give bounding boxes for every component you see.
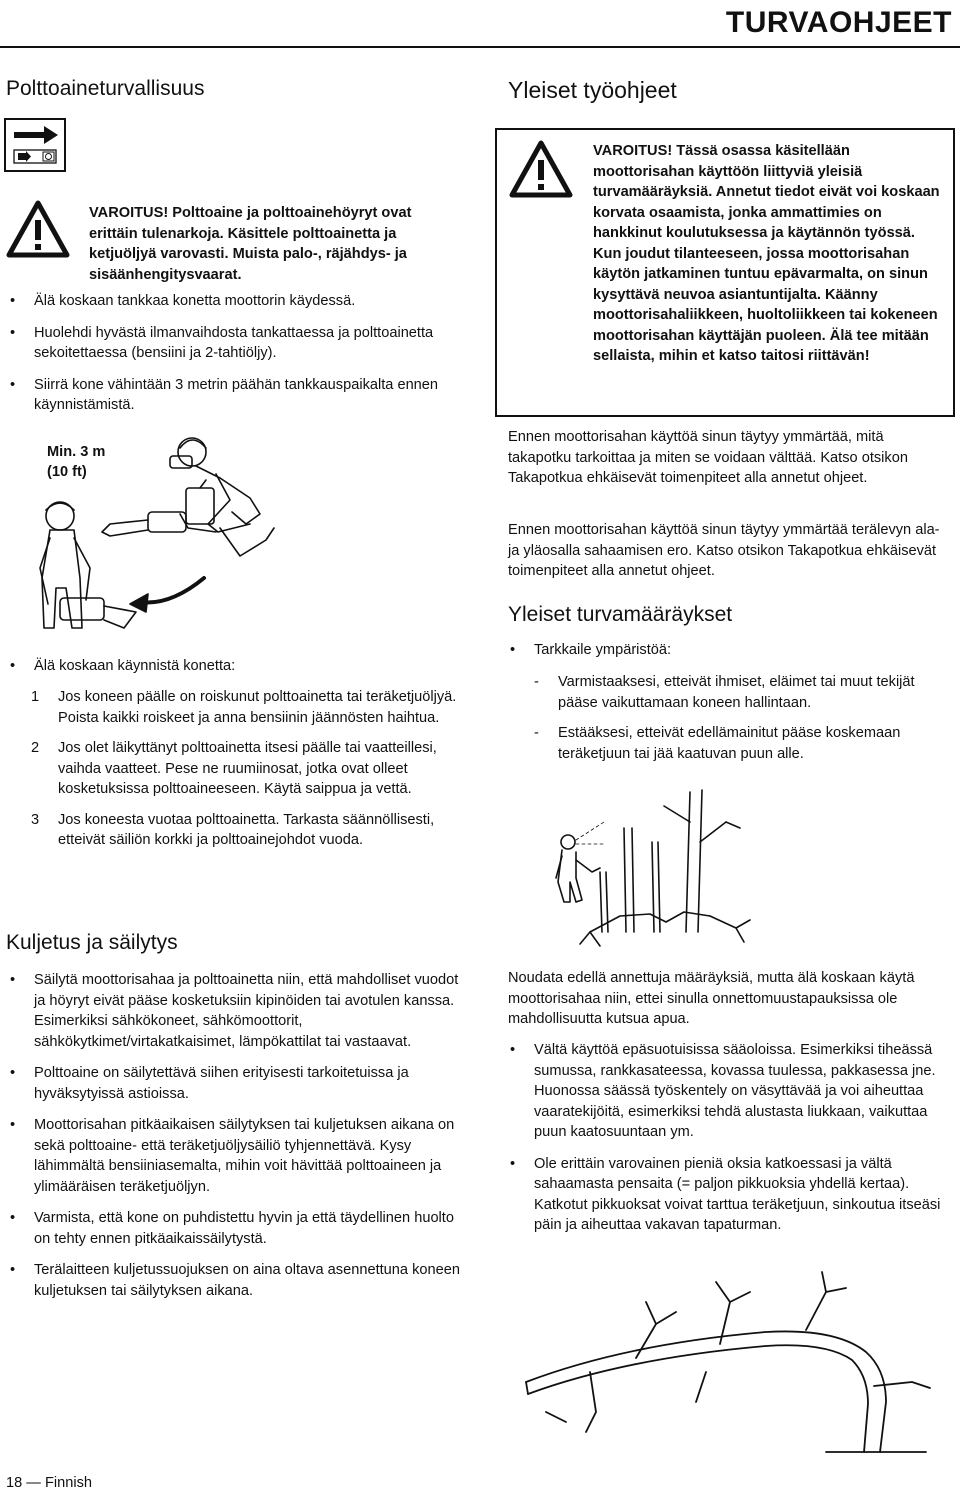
general-paragraph-2: Ennen moottorisahan käyttöä sinun täytyy ymmärtää terälevyn ala- ja yläosalla sahaamisen ero. Katso otsikon Takapotkua ehkäisevät toimenpiteet alla annetut ohjeet.	[508, 522, 940, 579]
fuel-safety-heading: Polttoaineturvallisuus	[6, 77, 205, 100]
warning-triangle-icon	[6, 200, 70, 260]
forest-operator-illustration	[540, 782, 760, 952]
page-footer	[6, 1475, 92, 1491]
rules-paragraph: Noudata edellä annettuja määräyksiä, mutta älä koskaan käytä moottorisahaa niin, ettei sinulla onnettomuustapauksissa ole mahdollisuutta kutsua apua.	[508, 970, 915, 1027]
warning-triangle-icon	[509, 140, 573, 200]
transport-heading: Kuljetus ja säilytys	[6, 931, 178, 954]
page-number: 18	[6, 1475, 23, 1491]
general-warning-text: VAROITUS! Tässä osassa käsitellään moottorisahan käyttöön liittyviä yleisiä turvamääräyksiä. Annetut tiedot eivät voi koskaan korvata osaamista, jonka ammattimies on hankkinut koulutuksessa ja käytännön työssä. Kun joudut tilanteeseen, jossa moottorisahan käytön jatkaminen tuntuu epävarmalta, on sinun kysyttävä neuvoa asiantuntijalta. Käänny moottorisahaliikkeen, huoltoliikkeen tai kokeneen moottorisahan käyttäjän puoleen. Älä tee mitään sellaista, mihin et katso taitosi riittävän!	[593, 143, 940, 364]
rules-bullets	[506, 1040, 952, 1247]
numbered-item: 3 Jos koneesta vuotaa polttoainetta. Tarkasta säännöllisesti, etteivät säiliön korkki ja polttoainejohdot vuoda.	[31, 811, 435, 848]
list-item: • Älä koskaan käynnistä konetta:	[6, 656, 466, 677]
title-rule	[0, 46, 960, 48]
start-bullet	[6, 656, 466, 688]
list-item: • Polttoaine on säilytettävä siihen erityisesti tarkoitetuissa ja hyväksytyissä astioissa.	[6, 1063, 466, 1104]
rules-bullet	[506, 640, 946, 672]
fuel-bullets	[6, 291, 466, 427]
list-item: • Siirrä kone vähintään 3 metrin päähän tankkauspaikalta ennen käynnistämistä.	[6, 375, 466, 416]
general-warning-box	[495, 128, 955, 417]
rules-heading: Yleiset turvamääräykset	[508, 603, 733, 626]
numbered-item: 1 Jos koneen päälle on roiskunut polttoainetta tai teräketjuöljyä. Poista kaikki roiskeet ja anna bensiinin jäännösten haihtua.	[31, 689, 457, 726]
list-item: • Ole erittäin varovainen pieniä oksia katkoessasi ja vältä sahaamasta pensaita (= paljon pikkuoksia yhdellä kertaa). Katkotut pikkuoksat voivat tarttua teräketjuun, sinkoutua itseäsi päin ja aiheuttaa vakavan tapaturman.	[506, 1154, 952, 1236]
general-paragraph-1: Ennen moottorisahan käyttöä sinun täytyy ymmärtää, mitä takapotku tarkoittaa ja miten se voidaan välttää. Katso otsikon Takapotkua ehkäisevät toimenpiteet alla annetut ohjeet.	[508, 429, 908, 486]
rules-dash-list	[532, 672, 952, 774]
list-item: • Vältä käyttöä epäsuotuisissa sääoloissa. Esimerkiksi tiheässä sumussa, rankkasateessa, kovassa tuulessa, pakkasessa jne. Huonossa säässä työskentely on väsyttävää ja voi aiheuttaa vaaratekijöitä, esimerkiksi tehdä alustasta liukkaan, vaikuttaa puun kaatosuuntaan ym.	[506, 1040, 952, 1143]
bent-sapling-illustration	[506, 1262, 946, 1472]
distance-label-line-1: Min. 3 m	[47, 444, 106, 460]
list-item: • Älä koskaan tankkaa konetta moottorin käydessä.	[6, 291, 466, 312]
numbered-item: 2 Jos olet läikyttänyt polttoainetta itsesi päälle tai vaatteillesi, vaihda vaatteet. Pese ne ruumiinosat, jotka ovat olleet kosketuksissa polttoaineeseen. Käytä saippua ja vettä.	[31, 740, 437, 797]
footer-language: Finnish	[44, 1475, 92, 1491]
general-heading: Yleiset työohjeet	[508, 77, 677, 103]
refuelling-distance-illustration	[20, 428, 300, 648]
list-item: • Säilytä moottorisahaa ja polttoainetta niin, että mahdolliset vuodot ja höyryt eivät pääse kosketuksiin kipinöiden tai avotulen kanssa. Esimerkiksi sähkökoneet, sähkömoottorit, sähkökytkimet/virtakatkaisimet, lämpökattilat tai vastaavat.	[6, 970, 466, 1052]
fuel-symbol-icon	[4, 118, 66, 172]
fuel-warning-text: VAROITUS! Polttoaine ja polttoainehöyryt ovat erittäin tulenarkoja. Käsittele polttoainetta ja ketjuöljyä varovasti. Muista palo-, räjähdys- ja sisäänhengitysvaarat.	[89, 205, 412, 283]
list-item: - Estääksesi, etteivät edellämainitut pääse koskemaan teräketjuun tai jää kaatuvan puun alle.	[532, 723, 952, 764]
distance-label-line-2: (10 ft)	[47, 464, 87, 480]
page-title: TURVAOHJEET	[725, 6, 952, 39]
transport-bullets	[6, 970, 466, 1312]
list-item: - Varmistaaksesi, etteivät ihmiset, eläimet tai muut tekijät pääse vaikuttamaan koneen hallintaan.	[532, 672, 952, 713]
list-item: • Terälaitteen kuljetussuojuksen on aina oltava asennettuna koneen kuljetuksen tai säilytyksen aikana.	[6, 1260, 466, 1301]
start-numbered-list	[31, 687, 461, 861]
list-item: • Huolehdi hyvästä ilmanvaihdosta tankattaessa ja polttoainetta sekoitettaessa (bensiini ja 2-tahtiöljy).	[6, 323, 466, 364]
footer-dash: —	[26, 1475, 41, 1491]
list-item: • Varmista, että kone on puhdistettu hyvin ja että täydellinen huolto on tehty ennen pitkäaikaissäilytystä.	[6, 1208, 466, 1249]
list-item: • Tarkkaile ympäristöä:	[506, 640, 946, 661]
list-item: • Moottorisahan pitkäaikaisen säilytyksen tai kuljetuksen aikana on sekä polttoaine- että teräketjuöljysäiliö tyhjennettävä. Kysy lähimmältä bensiiniasemalta, mihin voit hävittää polttoaineen ja ylimääräisen teräketjuöljyn.	[6, 1115, 466, 1197]
